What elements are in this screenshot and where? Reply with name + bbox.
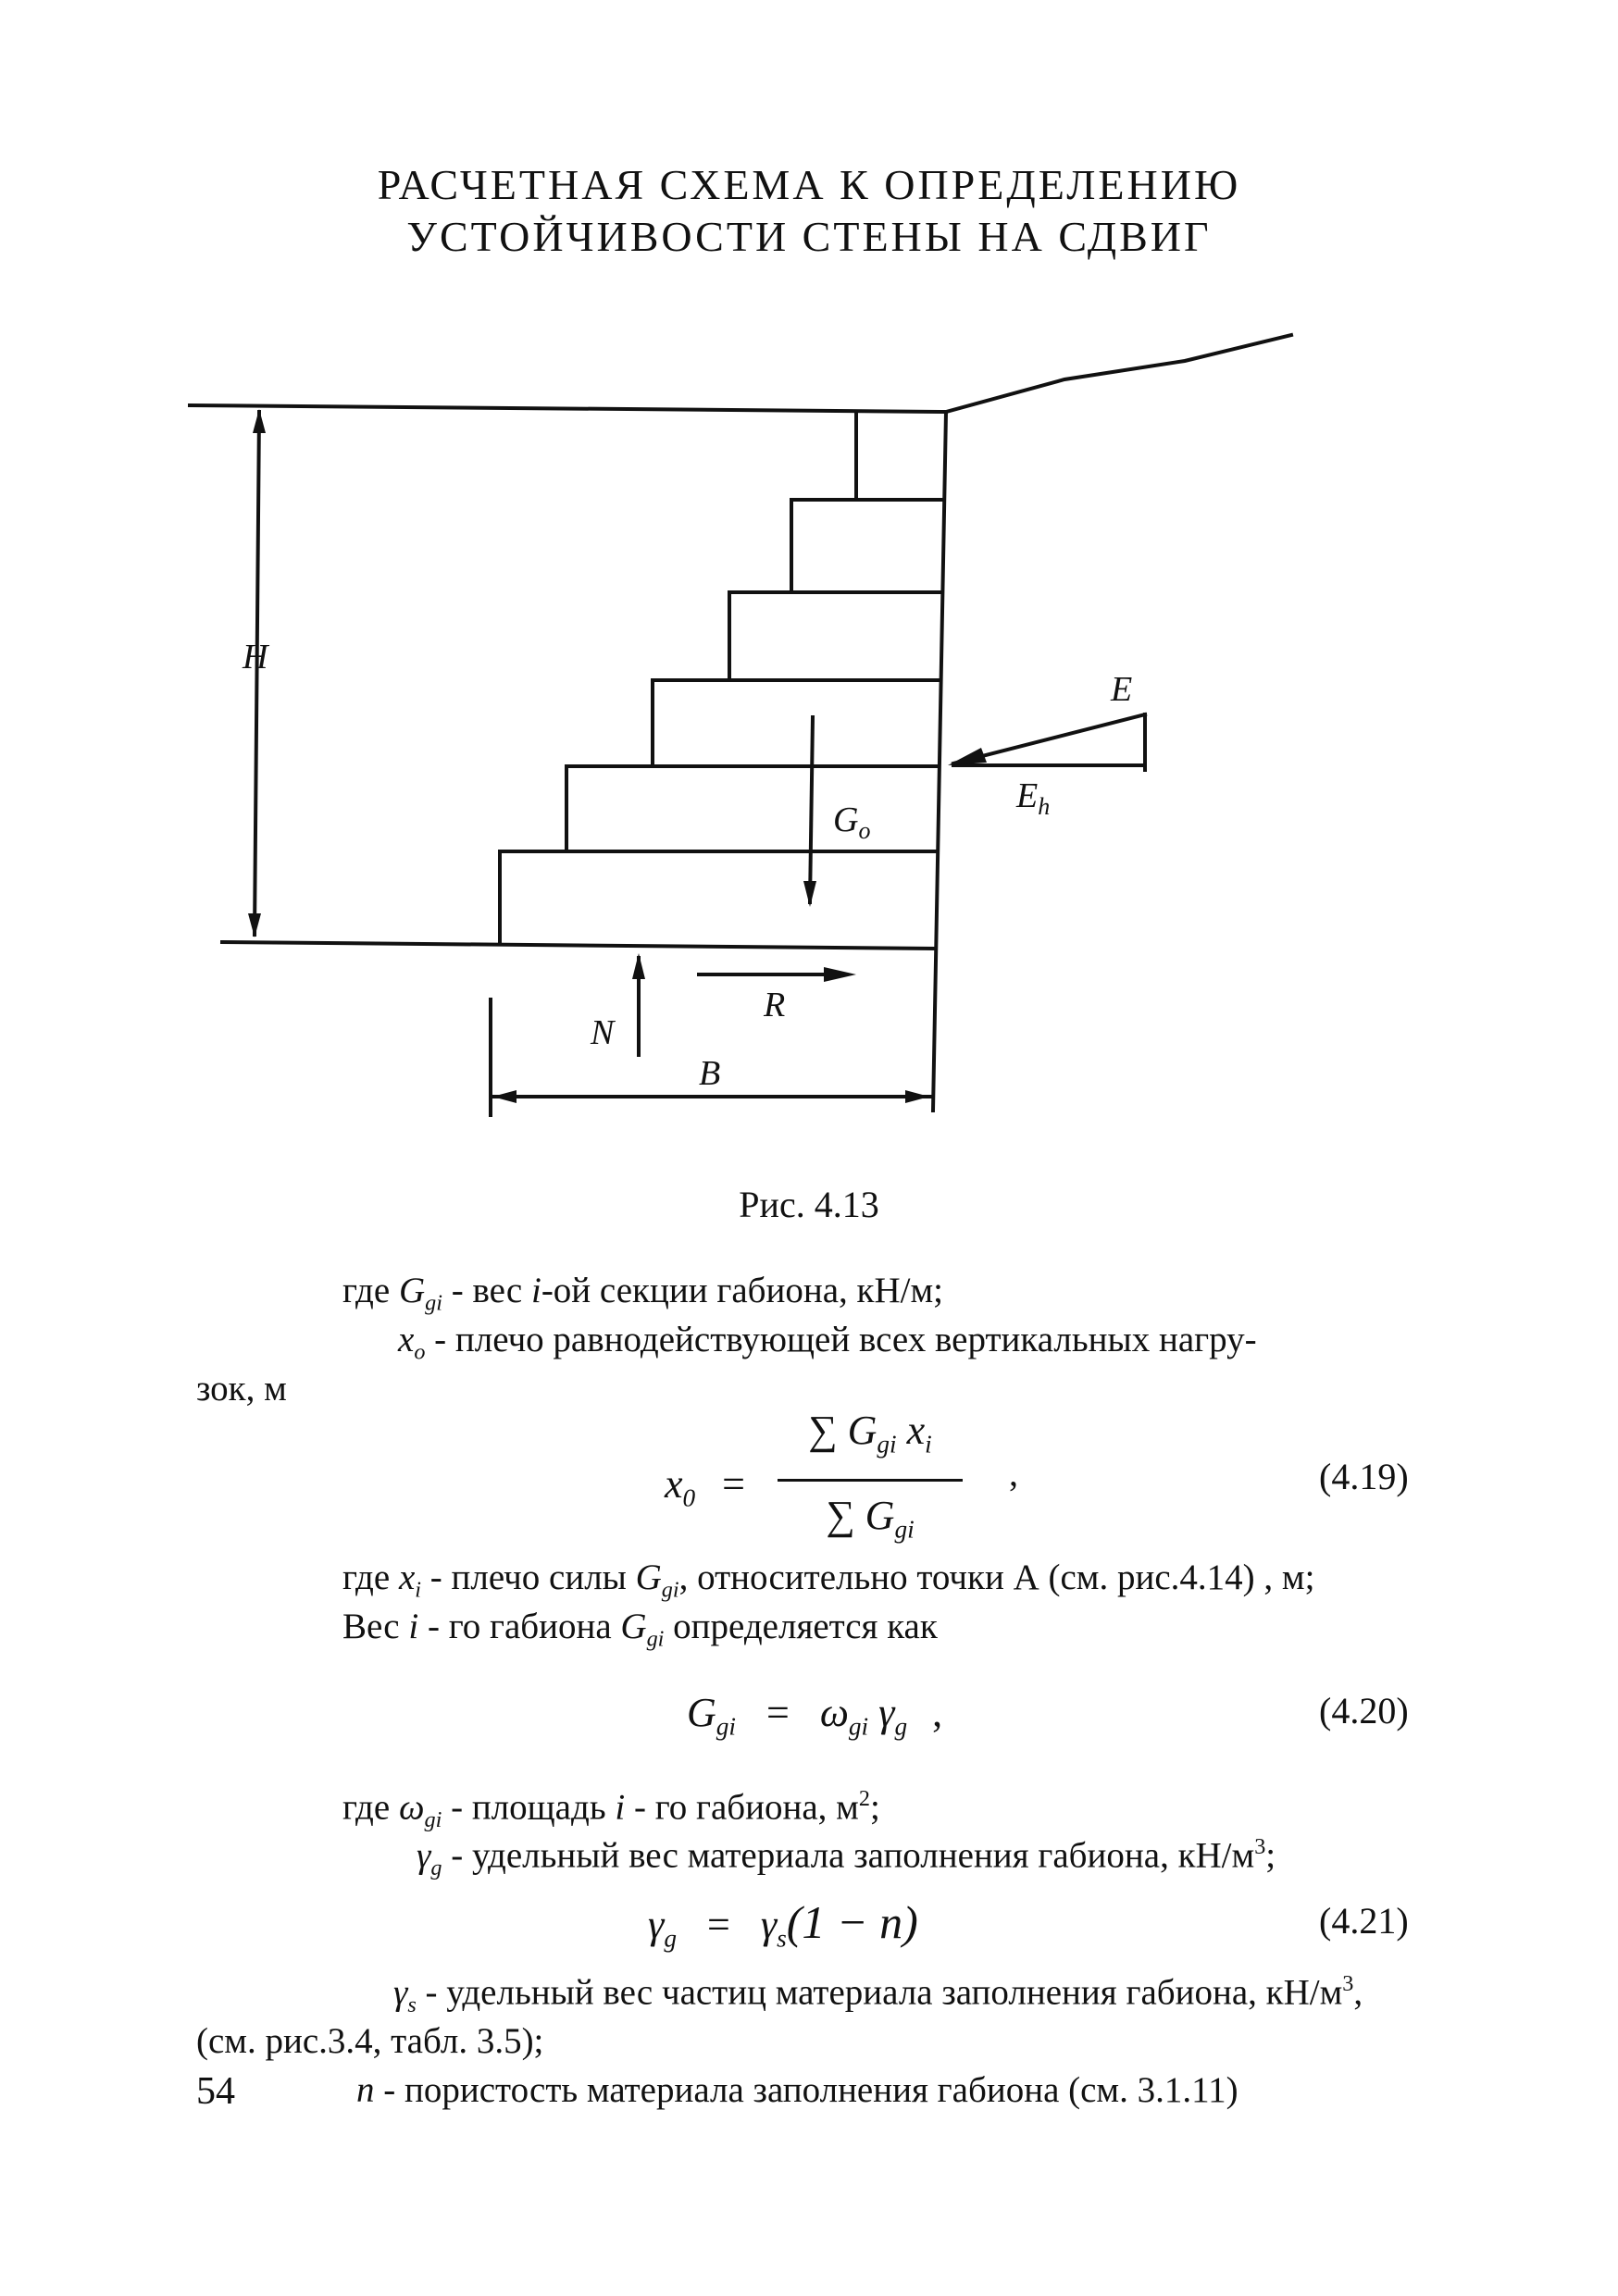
friction-force-label: R <box>764 986 786 1024</box>
text-line-10: n - пористость материала заполнения габиона (см. 3.1.11) <box>356 2070 1238 2110</box>
text-line-8: $\gamma_s$ - удельный вес частиц материала заполнения габиона, $кН/м^3$, <box>393 1971 1363 2017</box>
page-number: 54 <box>196 2070 235 2113</box>
width-arrowhead-left <box>492 1090 517 1103</box>
top-ground-line <box>190 405 946 412</box>
eq-4-19-number: (4.19) <box>1319 1456 1409 1497</box>
figure-caption: Рис. 4.13 <box>739 1184 879 1225</box>
page-title-line-2: УСТОЙЧИВОСТИ СТЕНЫ НА СДВИГ <box>406 213 1212 260</box>
sloped-backfill-line <box>946 335 1291 412</box>
height-arrowhead-bottom <box>248 913 261 937</box>
eq-4-20: $G_{gi} = \omega_{gi}$ $\gamma_g$ , <box>687 1690 943 1741</box>
earth-pressure-arrowhead <box>948 748 987 765</box>
horizontal-component-label: $E_h$ <box>1016 776 1051 820</box>
wall-back-face <box>933 412 946 1111</box>
height-arrowhead-top <box>253 409 266 433</box>
base-line <box>222 942 935 949</box>
text-line-9: (см. рис.3.4, табл. 3.5); <box>196 2021 544 2061</box>
eq-4-21: $\gamma_g = \gamma_s(1 - n)$ <box>648 1896 918 1953</box>
base-width-label: B <box>699 1054 721 1093</box>
eq-4-19-numerator: ∑ $G_{gi}$ $x_i$ <box>808 1408 932 1458</box>
friction-arrowhead <box>824 967 856 982</box>
text-line-2: $x_o$ - плечо равнодействующей всех вертикальных нагру- <box>398 1320 1257 1365</box>
weight-arrowhead <box>803 881 816 907</box>
eq-4-19-comma: , <box>1009 1452 1018 1494</box>
text-line-6: где $\omega_{gi}$ - площадь i - го габиона, $м^2$; <box>342 1786 880 1832</box>
normal-arrowhead <box>632 953 645 979</box>
eq-4-19-fraction-bar <box>778 1479 963 1482</box>
text-line-4: где $x_i$ - плечо силы $G_{gi}$, относительно точки А (см. рис.4.14) , м; <box>342 1558 1315 1603</box>
text-line-3: зок, м <box>196 1369 287 1409</box>
text-line-5: Вес i - го габиона $G_{gi}$ определяется как <box>342 1607 938 1652</box>
eq-4-21-number: (4.21) <box>1319 1900 1409 1942</box>
eq-4-20-number: (4.20) <box>1319 1690 1409 1731</box>
eq-4-19-lhs: $x_0$ = <box>665 1461 745 1512</box>
eq-4-19-denominator: ∑ $G_{gi}$ <box>826 1493 915 1544</box>
width-arrowhead-right <box>905 1090 929 1103</box>
earth-pressure-label: E <box>1111 670 1133 709</box>
text-line-1: где $G_{gi}$ - вес i-ой секции габиона, кН/м; <box>342 1271 943 1316</box>
weight-label: $G_o$ <box>833 800 871 844</box>
text-line-7: $\gamma_g$ - удельный вес материала заполнения габиона, $кН/м^3$; <box>417 1834 1276 1880</box>
weight-arrow-shaft <box>810 717 813 902</box>
normal-force-label: N <box>591 1013 615 1052</box>
height-label: H <box>243 638 268 676</box>
wall-stepped-front <box>500 412 856 942</box>
page-title-line-1: РАСЧЕТНАЯ СХЕМА К ОПРЕДЕЛЕНИЮ <box>377 161 1241 208</box>
